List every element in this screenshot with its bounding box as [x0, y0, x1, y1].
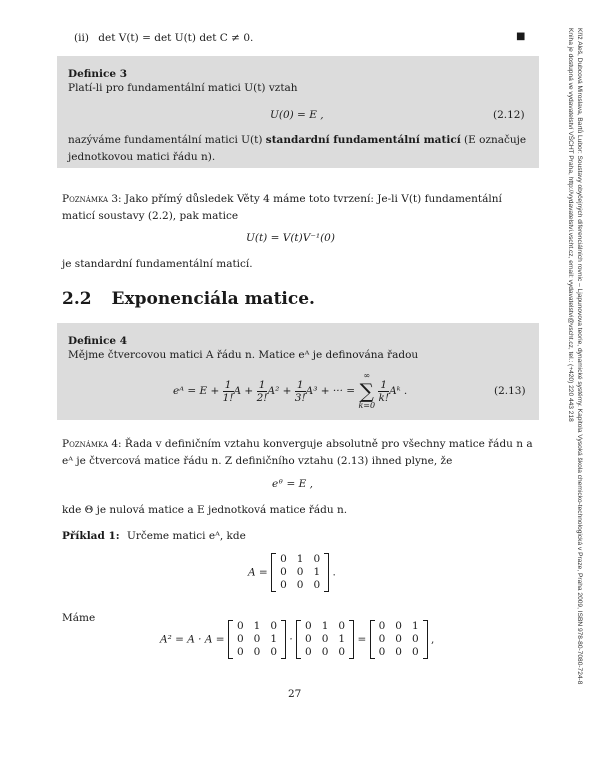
matrix-lhs: A = [248, 566, 268, 579]
sum-lower: k=0 [358, 401, 376, 410]
side-note-line-2: Kniha je dostupná ve vydavatelství VŠCHT Praha, http://vydavatelstvi.vscht.cz, email: vydavatelstvi@vscht.cz, tel.: (+420) 220 443 218 [567, 28, 574, 422]
remark-3-equation: U(t) = V(t)V⁻¹(0) [246, 232, 335, 244]
matrix-tail: . [332, 566, 336, 579]
matrix-cell: 0 [395, 646, 402, 658]
term-tail: A + [233, 385, 254, 397]
item-label: (ii) [74, 32, 89, 44]
matrix-cell: 0 [296, 566, 304, 578]
definition-intro: Mějme čtvercovou matici A řádu n. Matice eᴬ je definována řadou [68, 349, 419, 361]
definition-heading: Definice 4 [68, 335, 128, 347]
a2-lhs: A² = A · A = [160, 633, 225, 646]
remark-4-equation: eᶿ = E , [272, 478, 313, 490]
fraction-3 [295, 379, 306, 404]
fraction-num: 1 [257, 379, 268, 392]
matrix-cell: 0 [313, 579, 321, 591]
page-number: 27 [288, 688, 302, 700]
remark-4-conclusion: kde Θ je nulová matice a E jednotková matice řádu n. [62, 504, 348, 516]
matrix-cell: 0 [280, 553, 287, 565]
remark-text: Jako přímý důsledek Věty 4 máme toto tvrzení: Je-li V(t) fundamentální maticí soustavy (2.2), pak matice [62, 193, 502, 222]
eq-lhs: eᴬ = E + [173, 385, 220, 397]
fraction-2 [257, 379, 268, 404]
example-1 [62, 530, 246, 542]
matrix-table [300, 620, 350, 659]
matrix-cell: 0 [395, 633, 402, 645]
definition-body [68, 132, 534, 166]
matrix-a-table [275, 553, 325, 592]
remark-4 [62, 436, 534, 470]
summation [358, 371, 375, 411]
sum-symbol: ∑ [359, 379, 374, 403]
matrix-cell: 0 [236, 620, 244, 632]
matrix-cell: 0 [378, 646, 386, 658]
term-tail: Aᵏ . [389, 385, 408, 397]
matrix-table [374, 620, 424, 659]
matrix-cell: 0 [338, 620, 346, 632]
matrix-cell: 0 [378, 633, 386, 645]
matrix-cell: 0 [270, 646, 277, 658]
definition-text-before: nazýváme fundamentální matici U(t) [68, 134, 263, 146]
equation-number: (2.12) [493, 109, 525, 121]
dot-operator: · [289, 633, 293, 646]
matrix-cell: 1 [338, 633, 346, 645]
definition-intro: Platí-li pro fundamentální matici U(t) vztah [68, 82, 298, 94]
matrix-cell: 1 [321, 620, 329, 632]
remark-label: Poznámka 4: [62, 438, 122, 450]
definition-4-box [57, 323, 539, 420]
matrix-cell: 1 [296, 553, 304, 565]
matrix-cell: 1 [411, 620, 419, 632]
sum-upper: ∞ [363, 371, 371, 380]
matrix-cell: 0 [338, 646, 346, 658]
matrix-cell: 1 [253, 620, 261, 632]
matrix-cell: 0 [411, 633, 419, 645]
fraction-num: 1 [380, 378, 388, 391]
equation-2-13 [173, 371, 407, 411]
term-tail: A³ + ··· = [305, 385, 356, 397]
definition-heading: Definice 3 [68, 68, 128, 80]
matrix-factor-1 [228, 620, 286, 659]
side-note-line-1: Kříž Aleš, Dubcová Miroslava, Bartů Lubor: Soustavy obyčejných diferenciálních rovnic – Ljapunovova teorie, dynamické systémy. Kapitola Vysoká škola chemicko-technologická v Praze, Praha 2009, ISBN 978-80-7080-724-8 [576, 28, 583, 685]
top-item [74, 32, 253, 44]
matrix-cell: 0 [236, 646, 244, 658]
matrix-cell: 0 [270, 620, 277, 632]
fraction-num: 1 [223, 379, 234, 392]
fraction-sum [378, 379, 389, 404]
remark-text: Řada v definičním vztahu konverguje absolutně pro všechny matice řádu n a eᴬ je čtvercová matice řádu n. Z definičního vztahu (2.13) ihned plyne, že [62, 438, 533, 467]
fraction-den: k! [378, 391, 390, 404]
matrix-cell: 0 [280, 566, 287, 578]
section-title: Exponenciála matice. [111, 289, 315, 309]
matrix-cell: 0 [305, 646, 312, 658]
we-have: Máme [62, 612, 96, 624]
definition-text-after: (E označuje jednotkovou matici řádu n). [68, 134, 527, 163]
fraction-num: 1 [295, 379, 306, 392]
qed-mark: ■ [516, 31, 526, 42]
matrix-cell: 0 [321, 646, 329, 658]
fraction-den: 2! [256, 391, 268, 404]
matrix-cell: 0 [236, 633, 244, 645]
matrix-cell: 0 [305, 620, 312, 632]
matrix-cell: 1 [270, 633, 277, 645]
matrix-factor-2 [296, 620, 354, 659]
fraction-1 [223, 379, 234, 404]
remark-label: Poznámka 3: [62, 193, 122, 205]
fraction-den: 3! [294, 391, 306, 404]
matrix-cell: 0 [253, 633, 261, 645]
matrix-result [370, 620, 428, 659]
matrix-cell: 1 [313, 566, 321, 578]
item-formula: det V(t) = det U(t) det C ≠ 0. [98, 32, 254, 44]
section-heading [62, 289, 315, 309]
matrix-cell: 0 [395, 620, 402, 632]
example-label: Příklad 1: [62, 530, 120, 542]
matrix-cell: 0 [305, 633, 312, 645]
section-number: 2.2 [62, 289, 92, 309]
remark-3 [62, 191, 534, 225]
matrix-cell: 0 [296, 579, 304, 591]
matrix-cell: 0 [253, 646, 261, 658]
equals-sign: = [357, 633, 367, 646]
remark-3-conclusion: je standardní fundamentální maticí. [62, 258, 253, 270]
side-note [564, 28, 584, 748]
equation-number: (2.13) [494, 385, 526, 397]
definition-bold-term: standardní fundamentální maticí [265, 134, 461, 146]
matrix-cell: 0 [313, 553, 321, 565]
matrix-cell: 0 [321, 633, 329, 645]
fraction-den: 1! [222, 391, 234, 404]
term-tail: A² + [267, 385, 292, 397]
matrix-cell: 0 [411, 646, 419, 658]
a2-tail: , [431, 633, 435, 646]
example-text: Určeme matici eᴬ, kde [127, 530, 246, 542]
equation-2-12: U(0) = E , [270, 109, 324, 121]
matrix-a [271, 553, 329, 592]
a-squared-equation [160, 620, 434, 659]
matrix-table [232, 620, 282, 659]
matrix-cell: 0 [378, 620, 386, 632]
definition-3-box [57, 56, 539, 168]
matrix-a-equation [248, 553, 336, 592]
matrix-cell: 0 [280, 579, 287, 591]
